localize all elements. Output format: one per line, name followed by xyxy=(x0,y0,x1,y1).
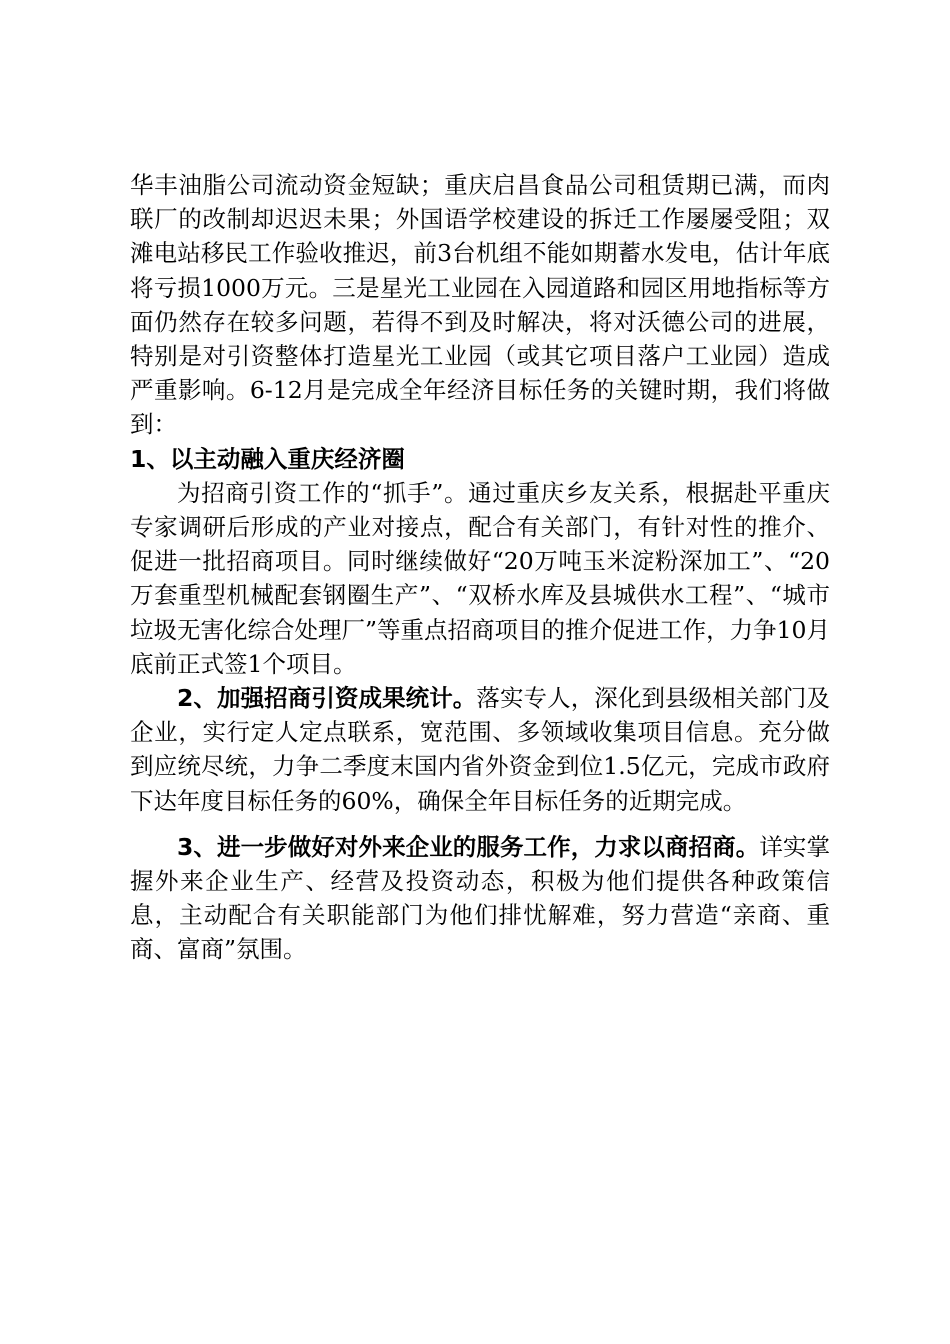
item-2-body: 落实专人，深化到县级相关部门及企业，实行定人定点联系，宽范围、多领域收集项目信息。充分做到应统尽统，力争二季度末国内省外资金到位1.5亿元，完成市政府下达年度目标任务的60%，确保全年目标任务的近期完成。 xyxy=(130,684,831,815)
paragraph-1: 华丰油脂公司流动资金短缺；重庆启昌食品公司租赁期已满，而肉联厂的改制却迟迟未果；外国语学校建设的拆迁工作屡屡受阻；双滩电站移民工作验收推迟，前3台机组不能如期蓄水发电，估计年底将亏损1000万元。三是星光工业园在入园道路和园区用地指标等方面仍然存在较多问题，若得不到及时解决，将对沃德公司的进展，特别是对引资整体打造星光工业园（或其它项目落户工业园）造成严重影响。6-12月是完成全年经济目标任务的关键时期，我们将做到： xyxy=(130,171,830,439)
item-3-paragraph xyxy=(130,830,830,967)
paragraph-2: 为招商引资工作的“抓手”。通过重庆乡友关系，根据赴平重庆专家调研后形成的产业对接点，配合有关部门，有针对性的推介、促进一批招商项目。同时继续做好“20万吨玉米淀粉深加工”、“20万套重型机械配套钢圈生产”、“双桥水库及县城供水工程”、“城市垃圾无害化综合处理厂”等重点招商项目的推介促进工作，力争10月底前正式签1个项目。 xyxy=(130,478,830,678)
document-body xyxy=(130,168,830,967)
section-heading-1: 1、以主动融入重庆经济圈 xyxy=(130,444,405,473)
item-2-lead: 2、加强招商引资成果统计。 xyxy=(177,684,477,713)
item-2-paragraph xyxy=(130,681,830,818)
item-3-body: 详实掌握外来企业生产、经营及投资动态，积极为他们提供各种政策信息，主动配合有关职能部门为他们排忧解难，努力营造“亲商、重商、富商”氛围。 xyxy=(130,832,831,964)
item-3-lead: 3、进一步做好对外来企业的服务工作，力求以商招商。 xyxy=(177,832,760,861)
